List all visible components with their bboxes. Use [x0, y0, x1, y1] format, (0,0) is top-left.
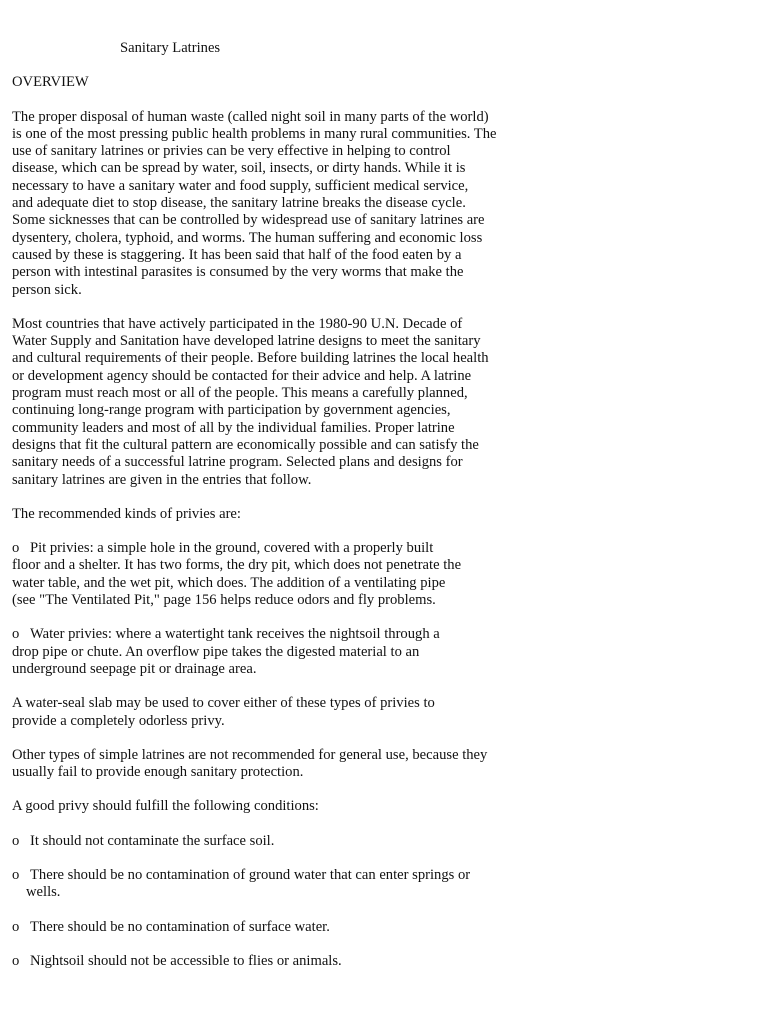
- list-item-text: Water privies: where a watertight tank receives the nightsoil through a: [30, 626, 440, 643]
- list-item-first-line: [12, 953, 532, 970]
- text-line: program must reach most or all of the people. This means a carefully planned,: [12, 385, 468, 402]
- bullet-marker: o: [12, 866, 20, 883]
- list-item-condition: [12, 833, 532, 850]
- document-page: [12, 40, 532, 987]
- list-item-first-line: [12, 833, 532, 850]
- bullet-marker: o: [12, 832, 20, 849]
- list-item-water-privies: [12, 626, 532, 678]
- list-item-text: Pit privies: a simple hole in the ground, covered with a properly built: [30, 540, 434, 557]
- text-line: use of sanitary latrines or privies can be very effective in helping to control: [12, 143, 451, 160]
- text-line: community leaders and most of all by the individual families. Proper latrine: [12, 419, 455, 436]
- text-line: usually fail to provide enough sanitary protection.: [12, 764, 304, 781]
- text-line: (see "The Ventilated Pit," page 156 helps reduce odors and fly problems.: [12, 592, 436, 609]
- privy-kinds-list: [12, 540, 532, 678]
- paragraph-overview: [12, 109, 532, 299]
- list-item-text: There should be no contamination of surface water.: [30, 918, 330, 935]
- text-line: or development agency should be contacted for their advice and help. A latrine: [12, 367, 472, 384]
- bullet-marker: o: [12, 540, 20, 557]
- text-line: Most countries that have actively participated in the 1980-90 U.N. Decade of: [12, 315, 463, 332]
- text-line: and adequate diet to stop disease, the sanitary latrine breaks the disease cycle.: [12, 195, 466, 212]
- text-line: continuing long-range program with participation by government agencies,: [12, 402, 451, 419]
- list-item-condition: [12, 953, 532, 970]
- text-line: disease, which can be spread by water, soil, insects, or dirty hands. While it is: [12, 160, 466, 177]
- list-item-first-line: [12, 919, 532, 936]
- list-item-first-line: [12, 626, 532, 643]
- text-line: Some sicknesses that can be controlled by widespread use of sanitary latrines are: [12, 212, 485, 229]
- list-item-text: Nightsoil should not be accessible to flies or animals.: [30, 952, 342, 969]
- text-line: drop pipe or chute. An overflow pipe takes the digested material to an: [12, 643, 420, 660]
- paragraph-countries: [12, 316, 532, 489]
- text-line: sanitary latrines are given in the entries that follow.: [12, 471, 312, 488]
- text-line: is one of the most pressing public health problems in many rural communities. The: [12, 125, 497, 142]
- text-line: designs that fit the cultural pattern are economically possible and can satisfy the: [12, 436, 479, 453]
- text-line: person with intestinal parasites is consumed by the very worms that make the: [12, 264, 464, 281]
- list-item-condition: [12, 867, 532, 902]
- text-line: sanitary needs of a successful latrine program. Selected plans and designs for: [12, 454, 463, 471]
- list-item-text: It should not contaminate the surface soil.: [30, 832, 275, 849]
- bullet-marker: o: [12, 918, 20, 935]
- text-line: wells.: [26, 884, 61, 901]
- text-line: A water-seal slab may be used to cover either of these types of privies to: [12, 695, 435, 712]
- list-item-first-line: [12, 867, 532, 884]
- text-line: floor and a shelter. It has two forms, the dry pit, which does not penetrate the: [12, 557, 462, 574]
- list-item-text: There should be no contamination of ground water that can enter springs or: [30, 866, 471, 883]
- list-item-pit-privies: [12, 540, 532, 609]
- text-line: caused by these is staggering. It has been said that half of the food eaten by a: [12, 246, 462, 263]
- list-item-condition: [12, 919, 532, 936]
- text-line: Water Supply and Sanitation have developed latrine designs to meet the sanitary: [12, 333, 481, 350]
- text-line: and cultural requirements of their people. Before building latrines the local health: [12, 350, 489, 367]
- text-line: person sick.: [12, 281, 82, 298]
- list-item-first-line: [12, 540, 532, 557]
- text-line: provide a completely odorless privy.: [12, 712, 225, 729]
- bullet-marker: o: [12, 952, 20, 969]
- document-title: Sanitary Latrines: [120, 40, 221, 56]
- text-line: The proper disposal of human waste (called night soil in many parts of the world): [12, 108, 489, 125]
- text-line: necessary to have a sanitary water and food supply, sufficient medical service,: [12, 177, 469, 194]
- conditions-list: [12, 833, 532, 970]
- conditions-intro: A good privy should fulfill the following conditions:: [12, 798, 319, 815]
- text-line: water table, and the wet pit, which does. The addition of a ventilating pipe: [12, 574, 446, 591]
- kinds-intro: The recommended kinds of privies are:: [12, 505, 241, 522]
- paragraph-water-seal: [12, 695, 532, 730]
- section-heading: OVERVIEW: [12, 74, 89, 91]
- text-line: underground seepage pit or drainage area.: [12, 660, 257, 677]
- text-line: dysentery, cholera, typhoid, and worms. The human suffering and economic loss: [12, 229, 483, 246]
- bullet-marker: o: [12, 626, 20, 643]
- text-line: Other types of simple latrines are not recommended for general use, because they: [12, 746, 488, 763]
- paragraph-other-types: [12, 747, 532, 782]
